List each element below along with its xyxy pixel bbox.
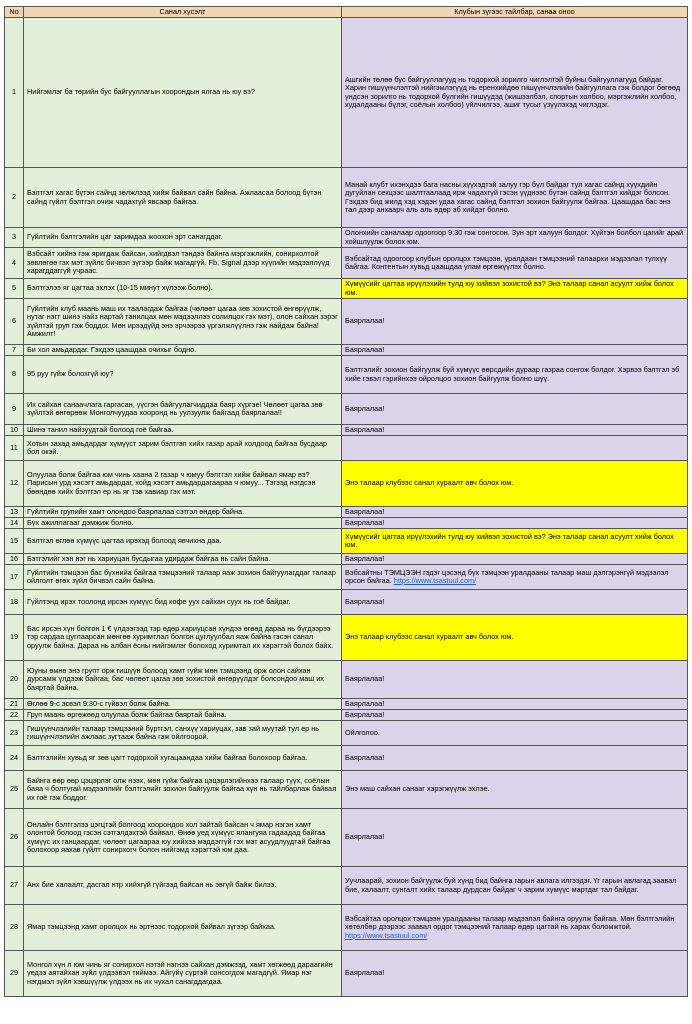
feedback-cell: Хотын захад амьдардаг хүмүүст зарим бэлтгэл хийх газар арай холдоод байгаа бусдаар бол окэй. [24,436,342,461]
table-row [5,18,688,168]
row-number: 23 [5,721,24,746]
table-row [5,661,688,699]
row-number: 21 [5,699,24,710]
row-number: 20 [5,661,24,699]
table-row [5,345,688,356]
table-row [5,905,688,951]
row-number: 2 [5,168,24,228]
response-cell: Ашгийн төлөө бус байгууллагууд нь тодорхой зорилго чиглэлтэй буйны байгууллагууд байдаг. Харин гишүүнчлэлтэй нийгэмлэгүүд нь еренхийдөө гишүүнчлэлийн байгууллага гэж болдог бөгөөд үндсэн зорилго нь тодорхой бүлгийн гишүүдэд (жишээлбэл, спортын холбоо, мэргэжлийн холбоо, худалдааны бүлэг, соёлын холбоо) үйлчилгээ, ашиг тусыг үзүүлэхэд чиглэдэг. [342,18,688,168]
feedback-cell: Нийгэмлэг ба төрийн бус байгууллагын хоорондын ялгаа нь юу вэ? [24,18,342,168]
response-cell: Баярлалаа! [342,554,688,565]
response-cell [342,436,688,461]
row-number: 29 [5,951,24,997]
table-row [5,590,688,615]
feedback-table [4,6,688,997]
feedback-cell: Олуулаа болж байгаа юм чинь хаана 2 газар ч юмуу бэлтгэл хийж байвал ямар вэ? Парисын урд хэсэгт амьдардаг, хойд хэсэгт амьдардагаараа ч юмуу... Тэгээд нэгдсэн бөөндөө хийх бэлтгэл ер нь яг тэв хавиар гэх мэт. [24,461,342,507]
feedback-cell: Онлайн бэлтгэлээ цэгцтэй болгоод хоорондоо хол зайтай байсан ч ямар нэгэн хамт олонтой болоод гэсэн сэтгэлдэхтэй байвал. Өнөө уед хүмүүс ялангуяа гадаадад байгаа хүмүүс их ганцаардаг, чөлөөт цагаараа юу хийхээ мэддэггүй гэх мэт асуудлуудтай байгаа болохоор яахав гүйлт сонирхогч болон нийгэмд хэрэгтэй юм даа. [24,809,342,867]
feedback-cell: Би хол амьдардаг. Гэхдээ цаашдаа очихыг бодно. [24,345,342,356]
table-row [5,710,688,721]
response-cell: Вэбсайтад одоогоор клубын оролцох тэмцээн, уралдаан тэмцээний талаархи мэдээлэл тулхүү байгаа. Контентын хувьд цаашдаа улам өргөжүүлэх болно. [342,248,688,279]
website-link[interactable]: https://www.tsastuul.com/ [393,576,477,585]
feedback-cell: Бас ирсэн хүн болгон 1 € үлдээгээд тэр өдөр хариуцсан хүндээ өгөөд дараа нь бүгдээрээ тэр сардаа цуглаарсан мөнгөө хуримтлал болгон цуглуулбал яаж байна гэсэн санал оруулж байна. Дараа нь албан ёсны нийгэмлэг болоход хуримтал их хэрэгтэй болох байх. [24,615,342,661]
response-cell: Баярлалаа! [342,809,688,867]
response-cell: Хүмүүсийг цагтаа ирүүлэхийн тулд юу хийвэл зохистой вэ? Энэ талаар санал асуулт хийж болох юм. [342,529,688,554]
header-club-response: Клубын зүгээс тайлбар, санаа оноо [342,7,688,18]
table-row [5,746,688,771]
row-number: 8 [5,356,24,394]
row-number: 11 [5,436,24,461]
response-cell: Баярлалаа! [342,507,688,518]
table-row [5,507,688,518]
feedback-cell: Байнга өөр өөр цэцэрлэг олж нээх, мөн гүйж байгаа цэцэрлэгийнхээ талаар түүх, соёлын баяа ч болтугай мэдээллийг бэлтгэлийг зохион байгуулж байгаа хүн нь тайлбарлаж байвал их гоё гэж боддог. [24,771,342,809]
response-cell: Манай клубт ихэнхдээ бага насны хүүхэдтэй залуу гэр бүл байдаг тул хагас сайнд хүүхдийн дугуйлан секцээс шалтгаалаад ирж чадахгүй гэсэн үүднээс бүтэн сайнд бэлтгэл хийдэг болсон. Гэхдээ бид жилд хэд хэдэн удаа хагас сайнд бэлтгэл зохион байгуулж байгаа. Цаашдаа бас энэ тал дээр анхаарч аль аль өдөр эб хийдэг болно. [342,168,688,228]
table-row [5,809,688,867]
row-number: 15 [5,529,24,554]
response-text: Вэбсайтаа оролцох тэмцээн уралдааны талаар мэдээлэл байнга оруулж байгаа. Мөн бэлтгэлийн хөтөлбөр дээрээс заавал ордог тэмцээний талаар өдөр цагтай нь харах боломжтой. [345,913,675,932]
feedback-cell: Гүйлтийн тэмцээн бас бүхнийа байгаа тэмцээний талаар яаж зохион байгуулагддаг талаар ойлголт өгөх зүйл бичвэл сайн байна. [24,565,342,590]
table-row [5,436,688,461]
feedback-cell: Шинэ танил найзуудтай болоод гоё байгаа. [24,425,342,436]
row-number: 13 [5,507,24,518]
table-row [5,168,688,228]
feedback-cell: Ямар тэмцээнд хамт оролцох нь эртнээс тодорхой байвал зүгээр байхаа. [24,905,342,951]
row-number: 12 [5,461,24,507]
header-feedback: Санал хүсэлт [24,7,342,18]
feedback-cell: Их сайхан санаачлага гаргасан, үүсгэн байгуулагчиддаа баяр хүргэе! Чөлөөт цагаа зөв зүйлтэй өнгөрөөж Монголчуудаа хооронд нь уулзуулж байгаад баярлалаа!! [24,394,342,425]
table-row [5,518,688,529]
response-cell: Баярлалаа! [342,518,688,529]
table-row [5,721,688,746]
row-number: 9 [5,394,24,425]
table-row [5,279,688,299]
header-no: No [5,7,24,18]
row-number: 26 [5,809,24,867]
response-cell [342,905,688,951]
response-cell: Баярлалаа! [342,710,688,721]
row-number: 28 [5,905,24,951]
feedback-cell: Гишүүнчлэлийн талаар тэмцээний бүртгэл, санхүү хариуцах, зав зай муутай тул ер нь гишүүнчлэлийн ажлаас зугтааж байна гэж ойлгоорой. [24,721,342,746]
table-row [5,529,688,554]
response-cell: Уучлаарай, зохион байгуулж буй хүнд бид байнга гарын авлага илгээдэг. Үг гарын авлагад заавал бие, халаалт, сунгалт хийх талаар дурдсан байдаг ч зарим хүмүүс мартдаг тал байдаг. [342,867,688,905]
table-row [5,356,688,394]
response-cell: Энэ маш сайхан санааг хэрэгжүүлж эхлэе. [342,771,688,809]
row-number: 1 [5,18,24,168]
feedback-cell: Гүйлтийн групийн хамт олондоо баярлалаа сэтгэл өндөр байна. [24,507,342,518]
row-number: 27 [5,867,24,905]
row-number: 5 [5,279,24,299]
response-cell: Баярлалаа! [342,345,688,356]
table-row [5,615,688,661]
response-cell: Энэ талаар клубээс санал хураалт авч болох юм. [342,615,688,661]
table-row [5,699,688,710]
feedback-cell: Анх бие халаалт, дасгал нтр хийхгүй гүйгээд байсан нь эвгүй байж билээ. [24,867,342,905]
response-cell: Баярлалаа! [342,425,688,436]
response-cell: Бэлтгэлийг зохион байгуулж буй хүмүүс өөрсдийн дураар газраа сонгож болдог. Хэрвээ бэлтгэл эб хийе гэвэл гэрийнхээ ойролцоо зохион байгуулж болно шүү. [342,356,688,394]
response-cell: Баярлалаа! [342,299,688,345]
response-cell: Хүмүүсийг цагтаа ирүүлэхийн тулд юу хийвэл зохистой вэ? Энэ талаар санал асуулт хийж болох юм. [342,279,688,299]
feedback-cell: Гүйлтийн бэлтгэлийн цаг заримдаа жоохон эрт санагддаг. [24,228,342,248]
row-number: 7 [5,345,24,356]
feedback-cell: Бэлтгэл хагас бүтэн сайнд зөлжлээд хийж байвал сайн байна. Ажлаасаа болоод бүтэн сайнд гүйлт бэлтгэл очиж чадахгүй явсаар байгаа. [24,168,342,228]
feedback-cell: Бүх ажиллагааг дэмжиж болно. [24,518,342,529]
response-cell: Баярлалаа! [342,394,688,425]
feedback-cell: Бэлтгэлээ яг цагтаа эхлэх (10-15 минут хүлээж болно). [24,279,342,299]
response-cell: Энэ талаар клубээс санал хураалт авч болох юм. [342,461,688,507]
row-number: 25 [5,771,24,809]
response-cell [342,565,688,590]
table-row [5,951,688,997]
table-row [5,565,688,590]
table-row [5,248,688,279]
website-link[interactable]: https://www.tsastuul.com/ [345,930,428,940]
response-cell: Баярлалаа! [342,746,688,771]
feedback-cell: Монгол хүн л юм чинь яг сонирхол нэтэй нэгнээ сайхан дэмжээд, хамт хөгжөөд дараагийн үедээ аятайхан зүйл үлдээвэл тиймээ. Айгүйү сүртэй сонсогдож магадгүй. Ямар нэг нэгдмэл зүйл хэвшүүлж үлдээх нь их чухал санагддагдаа. [24,951,342,997]
table-row [5,461,688,507]
feedback-cell: Гүйлтэнд ирэх тоолонд ирсэн хүмүүс бид кофе уух сайхан суух нь гоё байдаг. [24,590,342,615]
table-row [5,394,688,425]
feedback-cell: 95 руу гүйж болохгүй юу? [24,356,342,394]
response-cell: Ойлголоо. [342,721,688,746]
table-row [5,299,688,345]
feedback-cell: Бэлтгэлийн хувьд яг зөв цагт тодорхой хугацаандаа хийж байгаа болохоор байгаа. [24,746,342,771]
row-number: 24 [5,746,24,771]
row-number: 22 [5,710,24,721]
table-row [5,867,688,905]
response-cell: Баярлалаа! [342,661,688,699]
table-row [5,771,688,809]
feedback-cell: Бэлтгэл өглөө хүмүүс цагтаа ирэхэд болоод явчихна даа. [24,529,342,554]
row-number: 10 [5,425,24,436]
row-number: 6 [5,299,24,345]
response-text: Вэбсайтны ТЭМЦЭЭН гэдэг цэсэнд бүх тэмцээн уралдааны талаар маш дэлгэрэнгүй мэдээлэл орсон байгаа. [345,567,669,585]
row-number: 4 [5,248,24,279]
response-cell: Олонхийн саналаар одоогоор 9:30 гэж сонгосон. Зун эрт халуун болдог. Хүйтэн болбол цагийг арай хойшлуулж болох юм. [342,228,688,248]
row-number: 18 [5,590,24,615]
table-header-row [5,7,688,18]
table-body [5,18,688,997]
row-number: 3 [5,228,24,248]
row-number: 14 [5,518,24,529]
table-row [5,554,688,565]
table-row [5,228,688,248]
table-row [5,425,688,436]
feedback-cell: Юуны өмнө энэ групт орж гишүүн болоод хамт гүйж мөн тэмцээнд орж олон сайхан дурсамж үлдээж байгаа, бас чөлөөт цагаа зөв зохистой өнгөрүүлдэг болсондоо маш их баяртай байна. [24,661,342,699]
row-number: 19 [5,615,24,661]
feedback-cell: Груп маань өргөжөөд олуулаа болж байгаа баяртай байна. [24,710,342,721]
row-number: 16 [5,554,24,565]
response-cell: Баярлалаа! [342,590,688,615]
feedback-cell: Гүйлтийн клуб маань маш их таалагдаж байгаа (чөлөөт цагаа зөв зохистой өнгөрүүлж, нутаг нэгт шинэ найз нартай танилцах мөн мэдээллээ солилцох гэх мэт), олон сайхан зэрэг зүйлтэй груп гэж боддог. Мөн ирээдүйд энэ эрчээрээ үргэлжлүүлнэ гэж найдаж байна! Амжилт! [24,299,342,345]
feedback-cell: Өглөө 9-с эсвэл 9:30-с гүйвэл болж байна. [24,699,342,710]
row-number: 17 [5,565,24,590]
feedback-cell: Вэбсайт хийнэ гэж яригдаж байсан, хийгдвэл тэндээ байнга мэргэжлийн, сонирхолтой зөвлөгөө гэх мэт зүйлс бичвэл зүгээр байж магадгүй. Fb, Signal дээр хүүгийн мэдээллүүд харагддаггүй учраас. [24,248,342,279]
response-cell: Баярлалаа! [342,951,688,997]
response-cell: Баярлалаа! [342,699,688,710]
feedback-cell: Бэтгэлийг хэн нэг нь хариуцан бусдыгаа удирдаж байгаа нь сайн байна. [24,554,342,565]
